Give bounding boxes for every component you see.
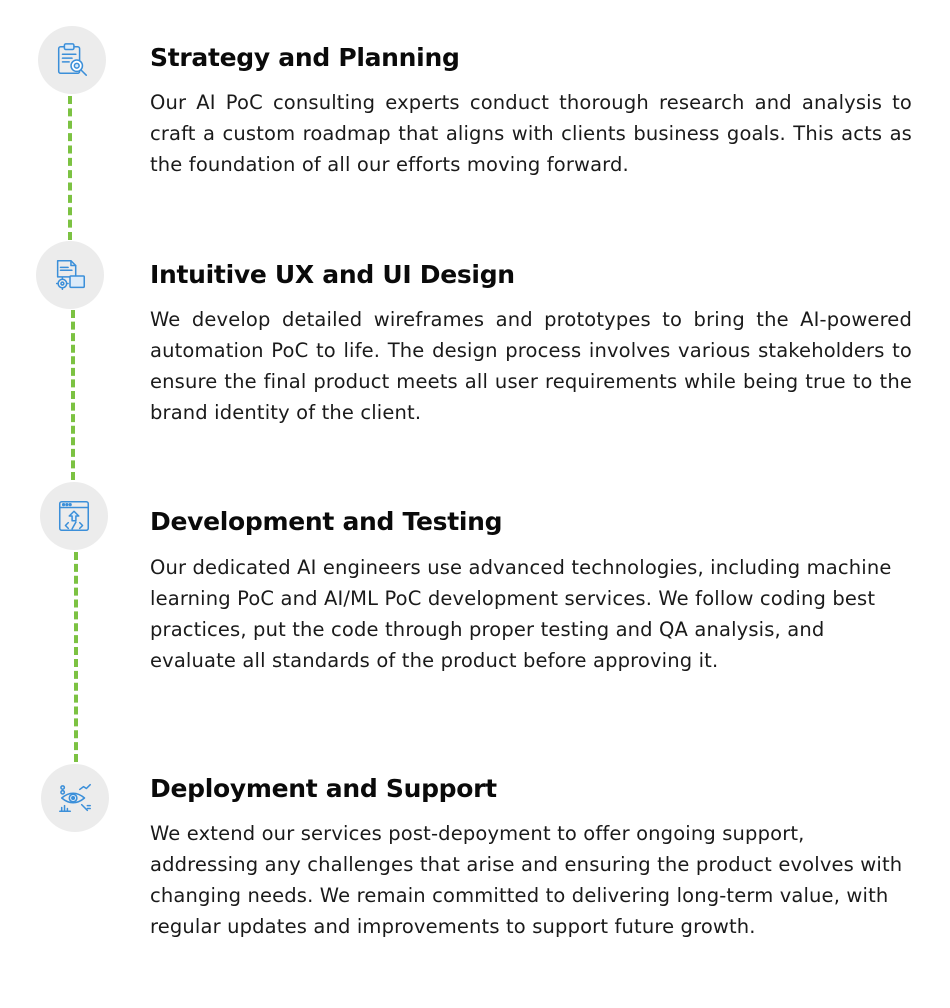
strategy-icon-badge — [38, 26, 106, 94]
development-icon-badge — [40, 482, 108, 550]
design-icon-badge — [36, 241, 104, 309]
timeline-connector-1 — [68, 96, 72, 240]
step-title: Development and Testing — [150, 507, 503, 536]
step-title: Deployment and Support — [150, 774, 497, 803]
timeline-connector-2 — [71, 310, 75, 480]
step-description: We extend our services post-depoyment to offer ongoing support, addressing any challenges that arise and ensuring the product evolves with changing needs. We remain committed to delivering long-term value, with regular updates and improvements to support future growth. — [150, 822, 903, 938]
ux-ui-design-icon — [51, 256, 89, 294]
deployment-icon-badge — [41, 764, 109, 832]
step-description: Our AI PoC consulting experts conduct thorough research and analysis to craft a custom roadmap that aligns with clients business goals. This acts as the foundation of all our efforts moving forward. — [150, 91, 912, 176]
deployment-eye-analytics-icon — [56, 779, 94, 817]
step-description: We develop detailed wireframes and prototypes to bring the AI-powered automation PoC to life. The design process involves various stakeholders to ensure the final product meets all user requirements while being true to the brand identity of the client. — [150, 308, 912, 424]
timeline-connector-3 — [74, 552, 78, 762]
step-title: Strategy and Planning — [150, 43, 460, 72]
strategy-clipboard-search-icon — [53, 41, 91, 79]
development-code-window-icon — [55, 497, 93, 535]
step-description: Our dedicated AI engineers use advanced technologies, including machine learning PoC and AI/ML PoC development services. We follow coding best practices, put the code through proper testing and QA analysis, and evaluate all standards of the product before approving it. — [150, 556, 892, 672]
step-title: Intuitive UX and UI Design — [150, 260, 515, 289]
